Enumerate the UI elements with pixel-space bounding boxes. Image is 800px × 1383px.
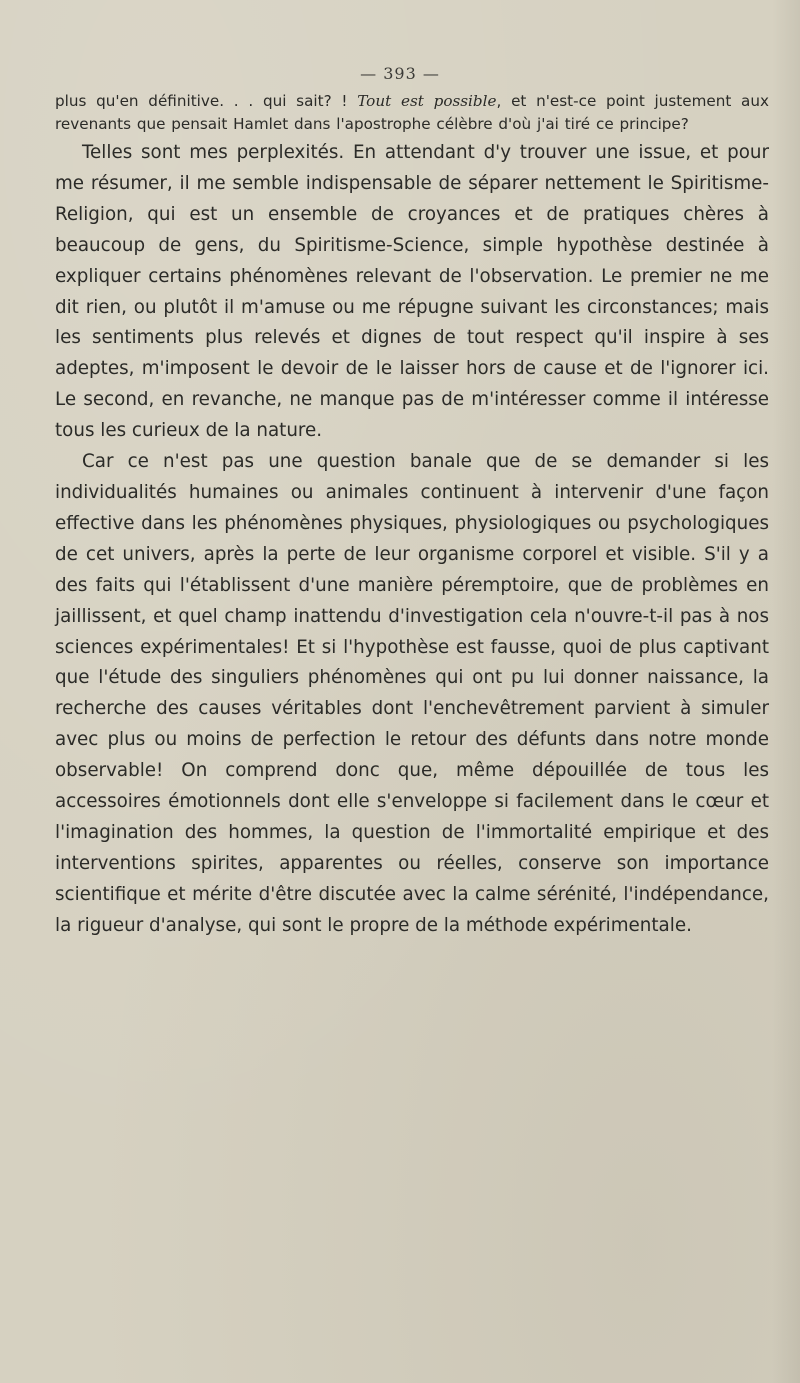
footnote-continuation (55, 90, 769, 136)
paragraph-2: Car ce n'est pas une question banale que de se demander si les individualités humaines ou animales continuent à intervenir d'une façon effective dans les phénomènes physiques, physiologiques ou psychologiques de cet univers, après la perte de leur organisme corporel et visible. S'il y a des faits qui l'établissent d'une manière péremptoire, que de problèmes en jaillissent, et quel champ inattendu d'investigation cela n'ouvre-t-il pas à nos sciences expérimentales! Et si l'hypothèse est fausse, quoi de plus captivant que l'étude des singuliers phénomènes qui ont pu lui donner naissance, la recherche des causes véritables dont l'enchevêtrement parvient à simuler avec plus ou moins de perfection le retour des défunts dans notre monde observable! On comprend donc que, même dépouillée de tous les accessoires émotionnels dont elle s'enveloppe si facilement dans le cœur et l'imagination des hommes, la question de l'immortalité empirique et des interventions spirites, apparentes ou réelles, conserve son importance scientifique et mérite d'être discutée avec la calme sérénité, l'indépendance, la rigueur d'analyse, qui sont le propre de la méthode expérimentale. (55, 451, 769, 936)
note-italic-quote: Tout est possible (357, 92, 497, 110)
page-edge-shadow (772, 0, 800, 1383)
page-text (55, 90, 769, 942)
page-number: — 393 — (360, 64, 440, 83)
note-text-end: , et n'est-ce point justement aux revenants que pensait Hamlet dans l'apostrophe célèbre d'où j'ai tiré ce principe? (55, 92, 769, 133)
paragraph-1: Telles sont mes perplexités. En attendant d'y trouver une issue, et pour me résumer, il me semble indispensable de séparer nettement le Spiritisme-Religion, qui est un ensemble de croyances et de pratiques chères à beaucoup de gens, du Spiritisme-Science, simple hypothèse destinée à expliquer certains phénomènes relevant de l'observation. Le premier ne me dit rien, ou plutôt il m'amuse ou me répugne suivant les circonstances; mais les sentiments plus relevés et dignes de tout respect qu'il inspire à ses adeptes, m'imposent le devoir de le laisser hors de cause et de l'ignorer ici. Le second, en revanche, ne manque pas de m'intéresser comme il intéresse tous les curieux de la nature. (55, 142, 769, 442)
note-text-start: plus qu'en définitive. . . qui sait? ! (55, 92, 358, 110)
